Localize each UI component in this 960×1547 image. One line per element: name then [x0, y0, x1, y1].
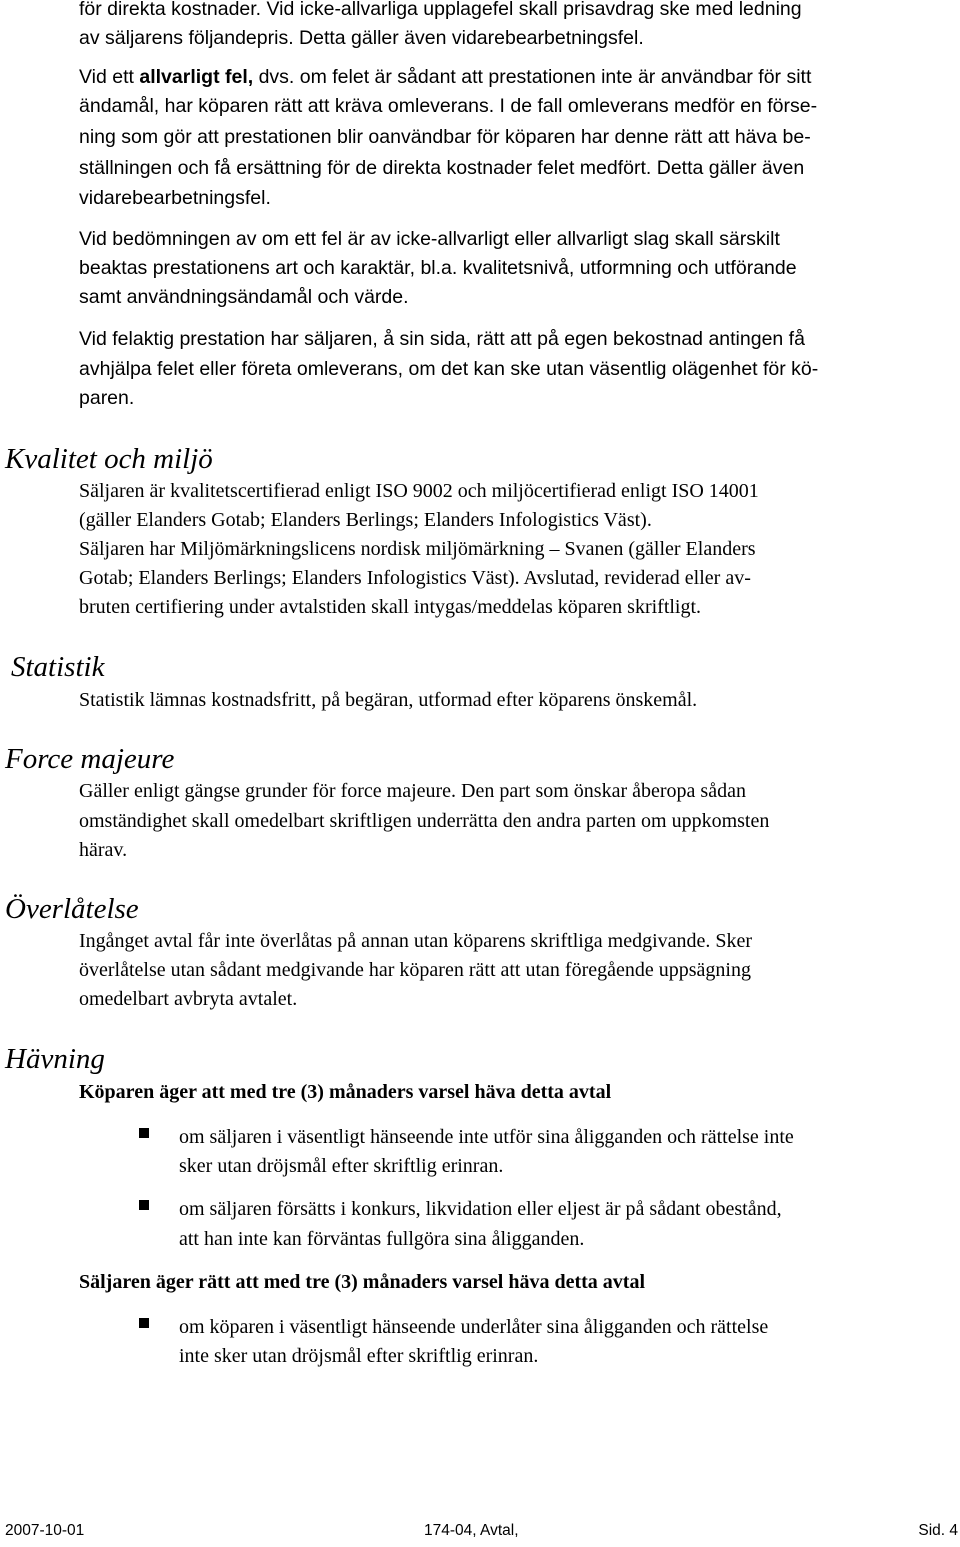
- force-line: omständighet skall omedelbart skriftligen underrätta den andra parten om uppkomsten: [79, 810, 770, 832]
- section-heading-statistik: Statistik: [11, 651, 105, 683]
- overlatelse-line: omedelbart avbryta avtalet.: [79, 988, 298, 1010]
- footer-document-id: 174-04, Avtal,: [424, 1522, 519, 1539]
- overlatelse-line: Ingånget avtal får inte överlåtas på annan utan köparens skriftliga medgivande. Sker: [79, 930, 753, 952]
- footer-page-number: Sid. 4: [918, 1522, 958, 1539]
- force-line: härav.: [79, 839, 128, 861]
- havning-kop-title: Köparen äger att med tre (3) månaders varsel häva detta avtal: [79, 1081, 612, 1103]
- intro-line: paren.: [79, 387, 135, 409]
- intro-line: av säljarens följandepris. Detta gäller även vidarebearbetningsfel.: [79, 27, 644, 49]
- square-bullet-icon: [139, 1318, 149, 1328]
- overlatelse-line: överlåtelse utan sådant medgivande har köparen rätt att utan föregående uppsägning: [79, 959, 751, 981]
- intro-line: ändamål, har köparen rätt att kräva omleverans. I de fall omleverans medför en förse-: [79, 95, 818, 117]
- kvalitet-line: bruten certifiering under avtalstiden skall intygas/meddelas köparen skriftligt.: [79, 596, 702, 618]
- kvalitet-line: Säljaren är kvalitetscertifierad enligt ISO 9002 och miljöcertifierad enligt ISO 14001: [79, 480, 759, 502]
- kvalitet-line: Säljaren har Miljömärkningslicens nordisk miljömärkning – Svanen (gäller Elanders: [79, 538, 756, 560]
- section-heading-havning: Hävning: [5, 1043, 105, 1075]
- emphasis-allvarligt: allvarligt fel,: [139, 66, 254, 88]
- intro-line: beaktas prestationens art och karaktär, bl.a. kvalitetsnivå, utformning och utförande: [79, 257, 797, 279]
- havning-salj-title: Säljaren äger rätt att med tre (3) månaders varsel häva detta avtal: [79, 1271, 645, 1293]
- intro-line: Vid bedömningen av om ett fel är av icke-allvarligt eller allvarligt slag skall särskilt: [79, 228, 780, 250]
- square-bullet-icon: [139, 1200, 149, 1210]
- section-heading-force-majeure: Force majeure: [5, 743, 175, 775]
- intro-line: för direkta kostnader. Vid icke-allvarliga upplagefel skall prisavdrag ske med ledning: [79, 0, 802, 20]
- section-heading-kvalitet: Kvalitet och miljö: [5, 443, 213, 475]
- intro-line: vidarebearbetningsfel.: [79, 187, 271, 209]
- footer-date: 2007-10-01: [5, 1522, 85, 1539]
- section-heading-overlatelse: Överlåtelse: [5, 893, 139, 925]
- intro-line: samt användningsändamål och värde.: [79, 286, 409, 308]
- havning-kop-item-line: sker utan dröjsmål efter skriftlig erinran.: [179, 1155, 504, 1177]
- force-line: Gäller enligt gängse grunder för force majeure. Den part som önskar åberopa sådan: [79, 780, 746, 802]
- kvalitet-line: Gotab; Elanders Berlings; Elanders Infologistics Väst). Avslutad, reviderad eller av-: [79, 567, 751, 589]
- havning-kop-item-line: om säljaren försätts i konkurs, likvidation eller eljest är på sådant obestånd,: [179, 1198, 782, 1220]
- intro-line: Vid felaktig prestation har säljaren, å sin sida, rätt att på egen bekostnad antingen få: [79, 328, 805, 350]
- kvalitet-line: (gäller Elanders Gotab; Elanders Berlings; Elanders Infologistics Väst).: [79, 509, 652, 531]
- havning-salj-item-line: inte sker utan dröjsmål efter skriftlig erinran.: [179, 1345, 539, 1367]
- havning-salj-item-line: om köparen i väsentligt hänseende underlåter sina åligganden och rättelse: [179, 1316, 769, 1338]
- intro-line: avhjälpa felet eller företa omleverans, om det kan ske utan väsentlig olägenhet för kö-: [79, 358, 819, 380]
- intro-line: ning som gör att prestationen blir oanvändbar för köparen har denne rätt att häva be-: [79, 126, 811, 148]
- statistik-line: Statistik lämnas kostnadsfritt, på begäran, utformad efter köparens önskemål.: [79, 689, 698, 711]
- havning-kop-item-line: att han inte kan förväntas fullgöra sina åligganden.: [179, 1228, 585, 1250]
- intro-line: ställningen och få ersättning för de direkta kostnader felet medfört. Detta gäller även: [79, 157, 805, 179]
- intro-p2-first-line: Vid ett allvarligt fel, dvs. om felet är sådant att prestationen inte är användbar för sitt: [79, 66, 812, 88]
- square-bullet-icon: [139, 1128, 149, 1138]
- havning-kop-item-line: om säljaren i väsentligt hänseende inte utför sina åligganden och rättelse inte: [179, 1126, 794, 1148]
